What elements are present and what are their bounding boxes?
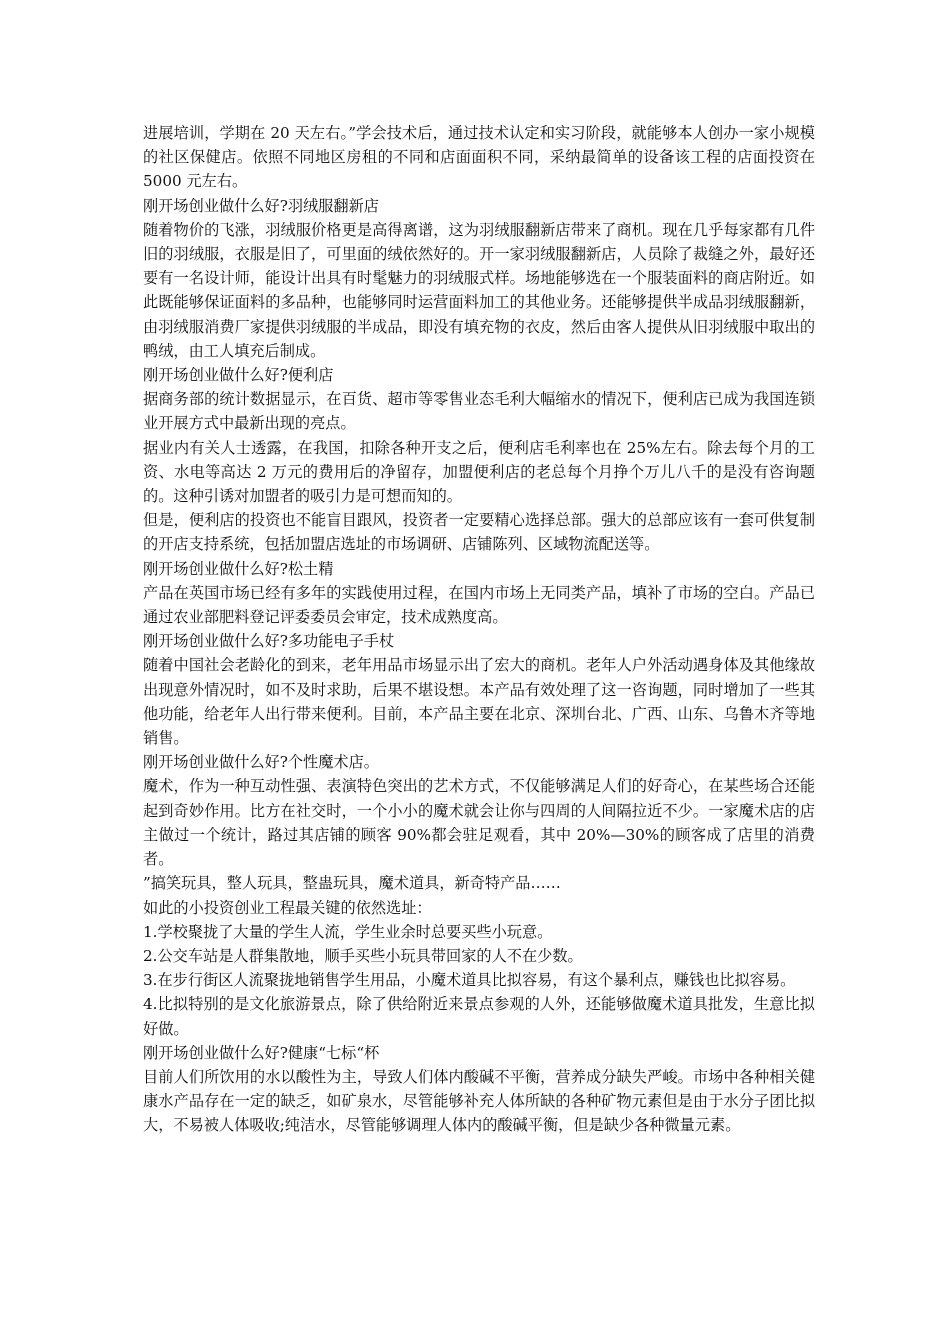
list-item: 1.学校聚拢了大量的学生人流，学生业余时总要买些小玩意。 <box>143 922 553 941</box>
section-heading: 刚开场创业做什么好?便利店 <box>143 366 334 385</box>
list-item: 3.在步行街区人流聚拢地销售学生用品，小魔术道具比拟容易，有这个暴利点，赚钱也比拟容易。 <box>143 971 796 990</box>
section-heading: 刚开场创业做什么好?多功能电子手杖 <box>143 632 395 651</box>
paragraph: 随着物价的飞涨，羽绒服价格更是高得离谱，这为羽绒服翻新店带来了商机。现在几乎每家都有几件旧的羽绒服，衣服是旧了，可里面的绒依然好的。开一家羽绒服翻新店，人员除了裁缝之外，最好还要有一名设计师，能设计出具有时髦魅力的羽绒服式样。场地能够选在一个服装面料的商店附近。如此既能够保证面料的多品种，也能够同时运营面料加工的其他业务。还能够提供半成品羽绒服翻新，由羽绒服消费厂家提供羽绒服的半成品，即没有填充物的衣皮，然后由客人提供从旧羽绒服中取出的鸭绒，由工人填充后制成。 <box>143 220 815 360</box>
paragraph: 目前人们所饮用的水以酸性为主，导致人们体内酸碱不平衡，营养成分缺失严峻。市场中各种相关健康水产品存在一定的缺乏，如矿泉水，尽管能够补充人体所缺的各种矿物元素但是由于水分子团比拟大，不易被人体吸收;纯洁水，尽管能够调理人体内的酸碱平衡，但是缺少各种微量元素。 <box>143 1067 815 1135</box>
paragraph: 产品在英国市场已经有多年的实践使用过程，在国内市场上无同类产品，填补了市场的空白。产品已通过农业部肥料登记评委委员会审定，技术成熟度高。 <box>143 583 815 627</box>
document-page <box>143 121 815 1138</box>
paragraph: 魔术，作为一种互动性强、表演特色突出的艺术方式，不仅能够满足人们的好奇心，在某些场合还能起到奇妙作用。比方在社交时，一个小小的魔术就会让你与四周的人间隔拉近不少。一家魔术店的店主做过一个统计，路过其店铺的顾客 90%都会驻足观看，其中 20%—30%的顾客成了店里的消费者。 <box>143 777 815 869</box>
section-heading: 刚开场创业做什么好?个性魔术店。 <box>143 753 379 772</box>
paragraph: 进展培训，学期在 20 天左右。”学会技术后，通过技术认定和实习阶段，就能够本人创办一家小规模的社区保健店。依照不同地区房租的不同和店面面积不同，采纳最简单的设备该工程的店面投资在 5000 元左右。 <box>143 124 815 191</box>
paragraph: 如此的小投资创业工程最关键的依然选址： <box>143 898 432 917</box>
section-heading: 刚开场创业做什么好?健康“七标“杯 <box>143 1043 380 1062</box>
paragraph: ”搞笑玩具，整人玩具，整蛊玩具，魔术道具，新奇特产品…… <box>143 874 561 893</box>
section-heading: 刚开场创业做什么好?松土精 <box>143 559 334 578</box>
paragraph: 随着中国社会老龄化的到来，老年用品市场显示出了宏大的商机。老年人户外活动遇身体及其他缘故出现意外情况时，如不及时求助，后果不堪设想。本产品有效处理了这一咨询题，同时增加了一些其他功能，给老年人出行带来便利。目前，本产品主要在北京、深圳台北、广西、山东、乌鲁木齐等地销售。 <box>143 656 815 748</box>
list-item: 4.比拟特别的是文化旅游景点，除了供给附近来景点参观的人外，还能够做魔术道具批发，生意比拟好做。 <box>143 995 815 1038</box>
section-heading: 刚开场创业做什么好?羽绒服翻新店 <box>143 196 379 215</box>
paragraph: 据业内有关人士透露，在我国，扣除各种开支之后，便利店毛利率也在 25%左右。除去每个月的工资、水电等高达 2 万元的费用后的净留存，加盟便利店的老总每个月挣个万儿八千的是没有咨询题的。这种引诱对加盟者的吸引力是可想而知的。 <box>143 438 815 506</box>
list-item: 2.公交车站是人群集散地，顺手买些小玩具带回家的人不在少数。 <box>143 946 583 965</box>
paragraph: 据商务部的统计数据显示，在百货、超市等零售业态毛利大幅缩水的情况下，便利店已成为我国连锁业开展方式中最新出现的亮点。 <box>143 390 815 433</box>
paragraph: 但是，便利店的投资也不能盲目跟风，投资者一定要精心选择总部。强大的总部应该有一套可供复制的开店支持系统，包括加盟店选址的市场调研、店铺陈列、区域物流配送等。 <box>143 511 815 554</box>
